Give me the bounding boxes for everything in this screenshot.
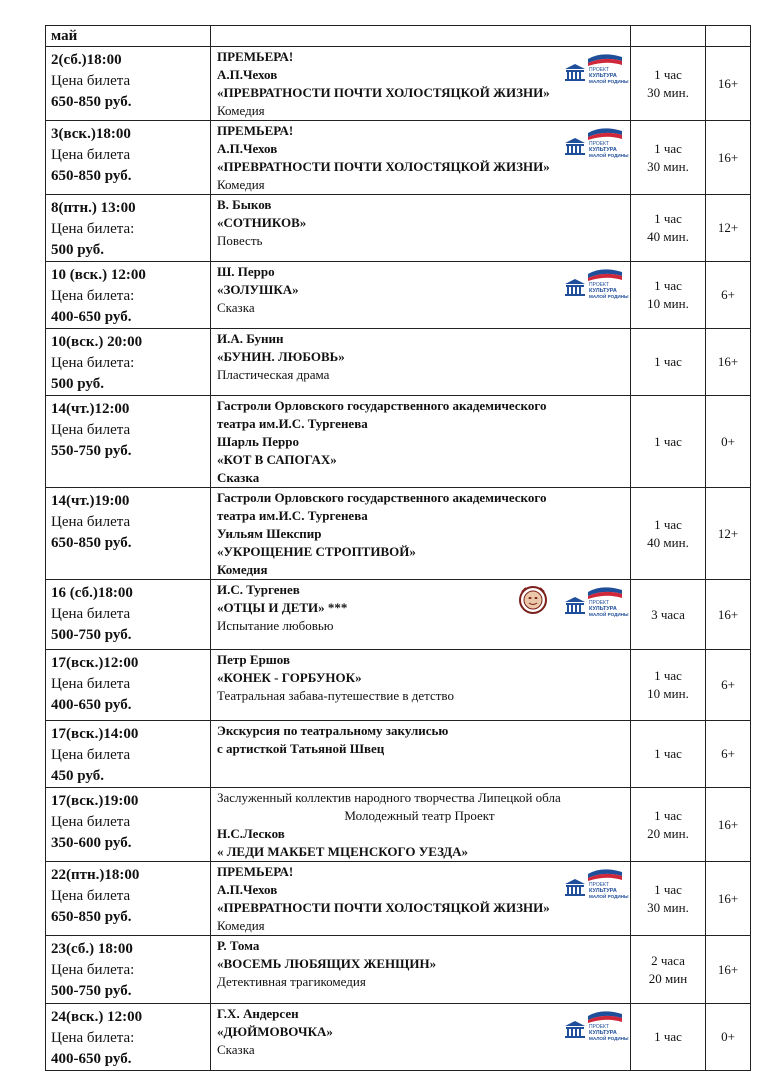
duration-text: 1 час xyxy=(654,278,682,293)
event-text-line: Комедия xyxy=(217,562,268,577)
duration-text: 30 мин. xyxy=(647,84,689,100)
culture-project-logo-icon xyxy=(564,53,629,87)
duration-text: 30 мин. xyxy=(647,899,689,915)
duration-text: 20 мин. xyxy=(647,825,689,841)
event-date: 10(вск.) 20:00 xyxy=(51,334,143,350)
date-cell xyxy=(46,788,211,862)
date-cell xyxy=(46,47,211,121)
duration-cell xyxy=(631,1004,706,1071)
date-cell xyxy=(46,396,211,488)
price-label: Цена билета xyxy=(51,747,131,763)
duration-text: 1 час xyxy=(654,746,682,761)
duration-cell xyxy=(631,121,706,195)
event-text-line: «КОТ В САПОГАХ» xyxy=(217,452,337,467)
svg-text:МАЛОЙ РОДИНЫ: МАЛОЙ РОДИНЫ xyxy=(589,894,629,899)
event-text-line: Н.С.Лесков xyxy=(217,826,285,841)
svg-text:МАЛОЙ РОДИНЫ: МАЛОЙ РОДИНЫ xyxy=(589,612,629,617)
age-rating: 0+ xyxy=(706,1004,751,1071)
schedule-row xyxy=(46,121,751,195)
price-label: Цена билета: xyxy=(51,221,135,237)
svg-text:МАЛОЙ РОДИНЫ: МАЛОЙ РОДИНЫ xyxy=(589,294,629,299)
event-text-line: Сказка xyxy=(217,470,260,485)
event-text-line: А.П.Чехов xyxy=(217,67,278,82)
price-label: Цена билета: xyxy=(51,288,135,304)
price-label: Цена билета: xyxy=(51,962,135,978)
price-label: Цена билета xyxy=(51,676,131,692)
date-cell xyxy=(46,1004,211,1071)
event-date: 14(чт.)12:00 xyxy=(51,401,130,417)
schedule-row xyxy=(46,936,751,1004)
event-text-line: «ПРЕВРАТНОСТИ ПОЧТИ ХОЛОСТЯЦКОЙ ЖИЗНИ» xyxy=(217,159,550,174)
event-info-cell xyxy=(211,1004,631,1071)
age-rating: 6+ xyxy=(706,262,751,329)
svg-text:ПРОЕКТ: ПРОЕКТ xyxy=(589,882,610,888)
schedule-row xyxy=(46,195,751,262)
schedule-row xyxy=(46,580,751,650)
age-rating: 6+ xyxy=(706,721,751,788)
event-text-line: «УКРОЩЕНИЕ СТРОПТИВОЙ» xyxy=(217,544,416,559)
event-date: 22(птн.)18:00 xyxy=(51,867,140,883)
schedule-row xyxy=(46,488,751,580)
event-text-line: Молодежный театр Проект xyxy=(344,808,495,823)
duration-cell xyxy=(631,721,706,788)
ticket-price: 500-750 руб. xyxy=(51,627,132,643)
duration-cell xyxy=(631,329,706,396)
event-info-cell xyxy=(211,121,631,195)
event-text-line: театра им.И.С. Тургенева xyxy=(217,416,368,431)
theatre-emblem-icon xyxy=(518,584,548,616)
svg-text:КУЛЬТУРА: КУЛЬТУРА xyxy=(589,606,617,612)
event-text-line: Петр Ершов xyxy=(217,652,290,667)
event-text-line: Комедия xyxy=(217,918,265,933)
duration-text: 1 час xyxy=(654,433,682,449)
event-text-line: Комедия xyxy=(217,103,265,118)
duration-cell xyxy=(631,47,706,121)
month-label: май xyxy=(46,26,211,47)
event-text-line: Испытание любовью xyxy=(217,618,334,633)
duration-text: 1 час xyxy=(654,668,682,683)
event-text-line: Пластическая драма xyxy=(217,367,330,382)
age-rating: 0+ xyxy=(706,396,751,488)
schedule-table xyxy=(45,25,751,1071)
duration-text: 10 мин. xyxy=(647,686,689,701)
date-cell xyxy=(46,262,211,329)
duration-cell xyxy=(631,396,706,488)
event-text-line: И.А. Бунин xyxy=(217,331,284,346)
event-info-cell xyxy=(211,262,631,329)
event-info-cell xyxy=(211,195,631,262)
duration-text: 1 час xyxy=(654,140,682,156)
svg-text:КУЛЬТУРА: КУЛЬТУРА xyxy=(589,288,617,294)
date-cell xyxy=(46,936,211,1004)
duration-cell xyxy=(631,788,706,862)
culture-project-logo-icon xyxy=(564,268,629,302)
ticket-price: 650-850 руб. xyxy=(51,535,132,551)
duration-cell xyxy=(631,936,706,1004)
event-text-line: «ПРЕВРАТНОСТИ ПОЧТИ ХОЛОСТЯЦКОЙ ЖИЗНИ» xyxy=(217,85,550,100)
event-text-line: «ВОСЕМЬ ЛЮБЯЩИХ ЖЕНЩИН» xyxy=(217,956,437,971)
duration-text: 1 час xyxy=(654,1029,682,1044)
schedule-row xyxy=(46,47,751,121)
event-text-line: В. Быков xyxy=(217,197,272,212)
culture-project-logo-icon xyxy=(564,1010,629,1044)
duration-text: 1 час xyxy=(654,881,682,897)
price-label: Цена билета: xyxy=(51,1030,135,1046)
price-label: Цена билета xyxy=(51,73,131,89)
duration-cell xyxy=(631,488,706,580)
age-rating: 12+ xyxy=(706,195,751,262)
schedule-row xyxy=(46,650,751,721)
event-date: 23(сб.) 18:00 xyxy=(51,941,133,957)
event-info-cell xyxy=(211,862,631,936)
ticket-price: 500 руб. xyxy=(51,376,104,392)
ticket-price: 400-650 руб. xyxy=(51,1051,132,1067)
event-text-line: «КОНЕК - ГОРБУНОК» xyxy=(217,670,362,685)
event-text-line: ПРЕМЬЕРА! xyxy=(217,864,294,879)
age-rating: 16+ xyxy=(706,329,751,396)
duration-cell xyxy=(631,580,706,650)
date-cell xyxy=(46,121,211,195)
ticket-price: 650-850 руб. xyxy=(51,168,132,184)
duration-cell xyxy=(631,195,706,262)
event-text-line: Театральная забава-путешествие в детство xyxy=(217,688,454,703)
event-text-line: «БУНИН. ЛЮБОВЬ» xyxy=(217,349,345,364)
schedule-row xyxy=(46,721,751,788)
event-text-line: ПРЕМЬЕРА! xyxy=(217,49,294,64)
event-info-cell xyxy=(211,788,631,862)
event-text-line: А.П.Чехов xyxy=(217,141,278,156)
event-date: 17(вск.)14:00 xyxy=(51,726,139,742)
svg-text:МАЛОЙ РОДИНЫ: МАЛОЙ РОДИНЫ xyxy=(589,153,629,158)
price-label: Цена билета xyxy=(51,814,131,830)
price-label: Цена билета xyxy=(51,888,131,904)
event-date: 17(вск.)19:00 xyxy=(51,793,139,809)
schedule-row xyxy=(46,788,751,862)
event-date: 17(вск.)12:00 xyxy=(51,655,139,671)
duration-text: 1 час xyxy=(654,211,682,226)
duration-text: 20 мин xyxy=(648,970,688,986)
duration-text: 40 мин. xyxy=(647,534,689,550)
event-date: 10 (вск.) 12:00 xyxy=(51,267,146,283)
event-text-line: с артисткой Татьяной Швец xyxy=(217,741,385,756)
schedule-row xyxy=(46,1004,751,1071)
month-header-row xyxy=(46,26,751,47)
ticket-price: 400-650 руб. xyxy=(51,697,132,713)
event-text-line: «ДЮЙМОВОЧКА» xyxy=(217,1024,333,1039)
svg-text:КУЛЬТУРА: КУЛЬТУРА xyxy=(589,147,617,153)
event-text-line: Гастроли Орловского государственного академического xyxy=(217,398,547,413)
ticket-price: 450 руб. xyxy=(51,768,104,784)
event-text-line: Уильям Шекспир xyxy=(217,526,322,541)
date-cell xyxy=(46,650,211,721)
duration-cell xyxy=(631,262,706,329)
duration-text: 1 час xyxy=(654,66,682,82)
event-info-cell xyxy=(211,721,631,788)
price-label: Цена билета xyxy=(51,514,131,530)
event-text-line: Р. Тома xyxy=(217,938,260,953)
age-rating: 16+ xyxy=(706,580,751,650)
event-text-line: Г.Х. Андерсен xyxy=(217,1006,299,1021)
event-text-line: Сказка xyxy=(217,300,255,315)
event-text-line: театра им.И.С. Тургенева xyxy=(217,508,368,523)
date-cell xyxy=(46,580,211,650)
schedule-row xyxy=(46,329,751,396)
event-text-line: Гастроли Орловского государственного академического xyxy=(217,490,547,505)
ticket-price: 500 руб. xyxy=(51,242,104,258)
price-label: Цена билета: xyxy=(51,355,135,371)
date-cell xyxy=(46,195,211,262)
event-text-line: Экскурсия по театральному закулисью xyxy=(217,723,449,738)
event-text-line: Повесть xyxy=(217,233,263,248)
event-info-cell xyxy=(211,650,631,721)
duration-text: 1 час xyxy=(654,807,682,823)
duration-text: 10 мин. xyxy=(647,296,689,311)
ticket-price: 650-850 руб. xyxy=(51,94,132,110)
date-cell xyxy=(46,721,211,788)
event-text-line: Сказка xyxy=(217,1042,255,1057)
event-text-line: ПРЕМЬЕРА! xyxy=(217,123,294,138)
svg-text:ПРОЕКТ: ПРОЕКТ xyxy=(589,141,610,147)
price-label: Цена билета xyxy=(51,606,131,622)
event-info-cell xyxy=(211,47,631,121)
schedule-row xyxy=(46,262,751,329)
event-text-line: А.П.Чехов xyxy=(217,882,278,897)
svg-text:МАЛОЙ РОДИНЫ: МАЛОЙ РОДИНЫ xyxy=(589,1036,629,1041)
age-rating: 16+ xyxy=(706,936,751,1004)
event-date: 8(птн.) 13:00 xyxy=(51,200,136,216)
ticket-price: 500-750 руб. xyxy=(51,983,132,999)
duration-text: 40 мин. xyxy=(647,229,689,244)
date-cell xyxy=(46,488,211,580)
age-rating: 6+ xyxy=(706,650,751,721)
date-cell xyxy=(46,862,211,936)
svg-text:КУЛЬТУРА: КУЛЬТУРА xyxy=(589,1030,617,1036)
event-date: 3(вск.)18:00 xyxy=(51,126,131,142)
duration-text: 30 мин. xyxy=(647,158,689,174)
duration-text: 3 часа xyxy=(651,606,685,622)
event-info-cell xyxy=(211,936,631,1004)
svg-text:ПРОЕКТ: ПРОЕКТ xyxy=(589,282,610,288)
duration-cell xyxy=(631,650,706,721)
svg-text:КУЛЬТУРА: КУЛЬТУРА xyxy=(589,73,617,79)
culture-project-logo-icon xyxy=(564,127,629,161)
ticket-price: 350-600 руб. xyxy=(51,835,132,851)
age-rating: 16+ xyxy=(706,121,751,195)
event-text-line: «ЗОЛУШКА» xyxy=(217,282,299,297)
event-info-cell xyxy=(211,396,631,488)
ticket-price: 650-850 руб. xyxy=(51,909,132,925)
date-cell xyxy=(46,329,211,396)
event-text-line: Детективная трагикомедия xyxy=(217,974,366,989)
event-text-line: «ПРЕВРАТНОСТИ ПОЧТИ ХОЛОСТЯЦКОЙ ЖИЗНИ» xyxy=(217,900,550,915)
event-text-line: Заслуженный коллектив народного творчества Липецкой обла xyxy=(217,790,561,805)
event-text-line: Комедия xyxy=(217,177,265,192)
event-info-cell xyxy=(211,580,631,650)
age-rating: 16+ xyxy=(706,47,751,121)
event-text-line: Ш. Перро xyxy=(217,264,275,279)
event-info-cell xyxy=(211,329,631,396)
svg-text:КУЛЬТУРА: КУЛЬТУРА xyxy=(589,888,617,894)
culture-project-logo-icon xyxy=(564,586,629,620)
ticket-price: 550-750 руб. xyxy=(51,443,132,459)
event-info-cell xyxy=(211,488,631,580)
event-date: 14(чт.)19:00 xyxy=(51,493,130,509)
duration-text: 2 часа xyxy=(651,952,685,968)
event-text-line: «СОТНИКОВ» xyxy=(217,215,307,230)
duration-text: 1 час xyxy=(654,516,682,532)
price-label: Цена билета xyxy=(51,422,131,438)
culture-project-logo-icon xyxy=(564,868,629,902)
age-rating: 16+ xyxy=(706,862,751,936)
ticket-price: 400-650 руб. xyxy=(51,309,132,325)
duration-cell xyxy=(631,862,706,936)
age-rating: 16+ xyxy=(706,788,751,862)
event-date: 24(вск.) 12:00 xyxy=(51,1009,143,1025)
svg-text:МАЛОЙ РОДИНЫ: МАЛОЙ РОДИНЫ xyxy=(589,79,629,84)
svg-text:ПРОЕКТ: ПРОЕКТ xyxy=(589,67,610,73)
schedule-row xyxy=(46,862,751,936)
age-rating: 12+ xyxy=(706,488,751,580)
event-text-line: И.С. Тургенев xyxy=(217,582,300,597)
event-text-line: « ЛЕДИ МАКБЕТ МЦЕНСКОГО УЕЗДА» xyxy=(217,844,469,859)
svg-text:ПРОЕКТ: ПРОЕКТ xyxy=(589,1024,610,1030)
event-date: 2(сб.)18:00 xyxy=(51,52,122,68)
price-label: Цена билета xyxy=(51,147,131,163)
duration-text: 1 час xyxy=(654,354,682,369)
event-text-line: «ОТЦЫ И ДЕТИ» *** xyxy=(217,600,348,615)
event-text-line: Шарль Перро xyxy=(217,434,299,449)
svg-text:ПРОЕКТ: ПРОЕКТ xyxy=(589,600,610,606)
event-date: 16 (сб.)18:00 xyxy=(51,585,133,601)
schedule-row xyxy=(46,396,751,488)
